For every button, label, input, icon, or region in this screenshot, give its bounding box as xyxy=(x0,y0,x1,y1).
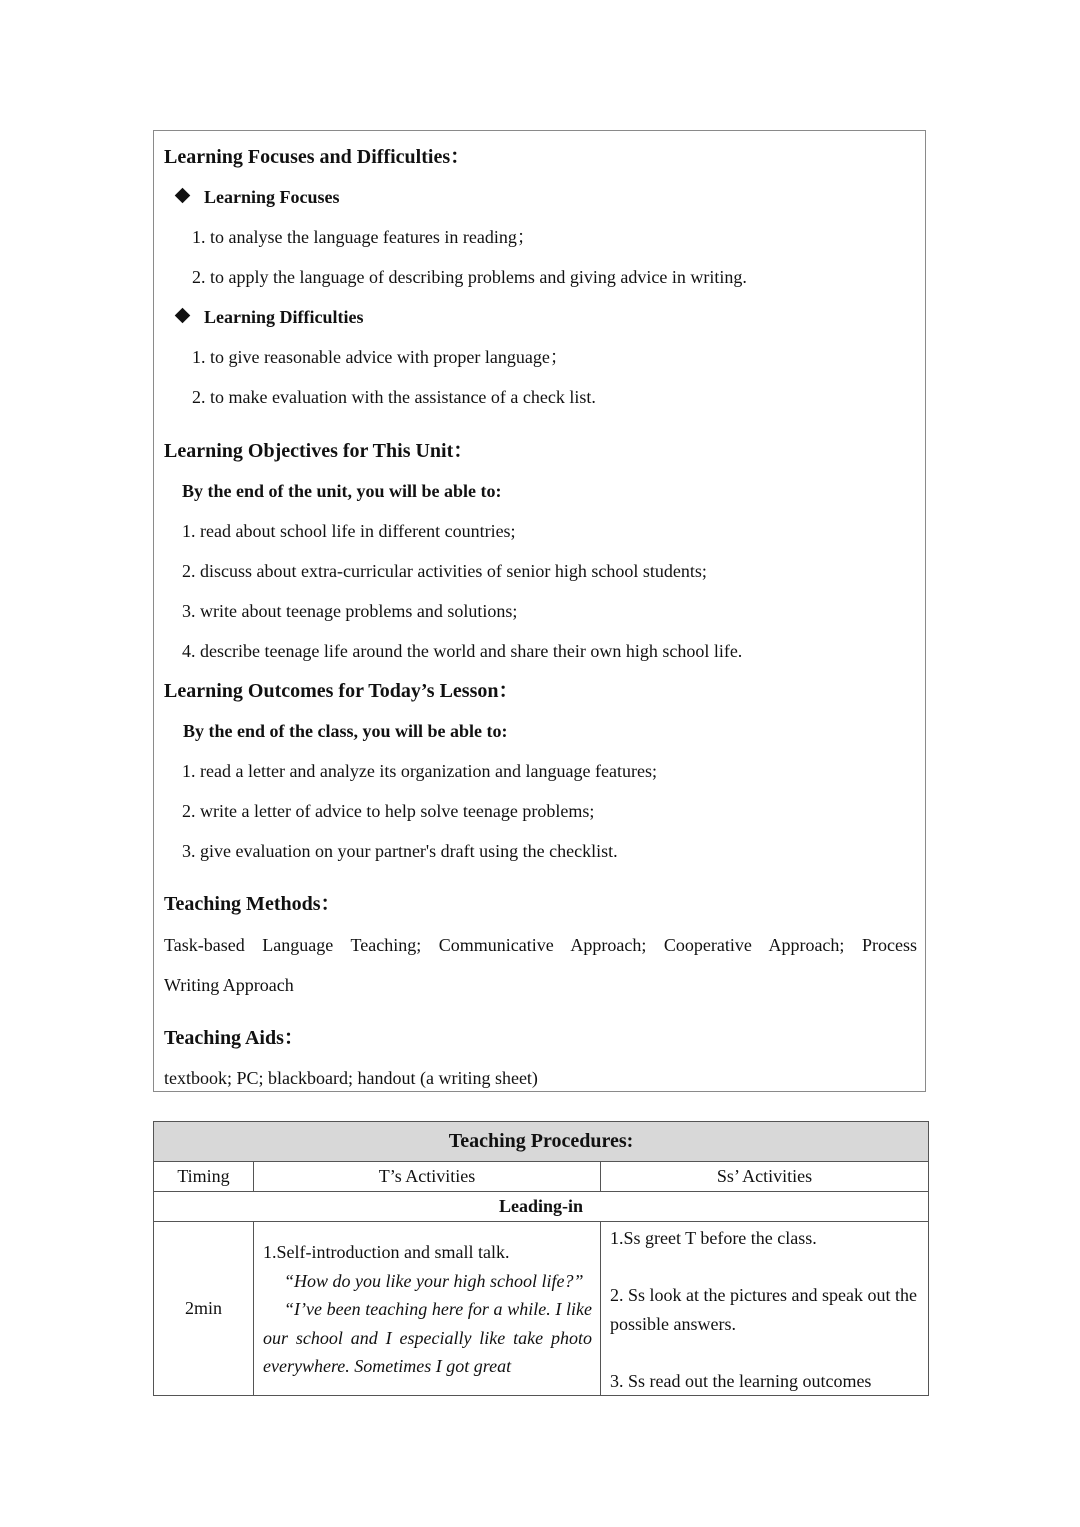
methods-heading: Teaching Methods： xyxy=(164,893,341,915)
timing-cell: 2min xyxy=(154,1222,254,1396)
objective-item: 1. read about school life in different countries; xyxy=(182,521,516,541)
ss-activity-item: 1.Ss greet T before the class. xyxy=(610,1228,817,1248)
procedures-title: Teaching Procedures: xyxy=(154,1122,929,1162)
focus-item: 2. to apply the language of describing problems and giving advice in writing. xyxy=(192,267,747,287)
objectives-intro: By the end of the unit, you will be able to: xyxy=(182,481,502,501)
ss-activities-cell xyxy=(601,1222,929,1396)
objective-item: 4. describe teenage life around the world and share their own high school life. xyxy=(182,641,743,661)
aids-text: textbook; PC; blackboard; handout (a writing sheet) xyxy=(164,1068,538,1088)
col-header-ss-activities: Ss’ Activities xyxy=(601,1162,929,1192)
difficulty-item: 2. to make evaluation with the assistance of a check list. xyxy=(192,387,596,407)
outcome-item: 1. read a letter and analyze its organization and language features; xyxy=(182,761,657,781)
teaching-procedures-table xyxy=(153,1121,929,1396)
col-header-t-activities: T’s Activities xyxy=(254,1162,601,1192)
diamond-bullet-icon xyxy=(175,188,191,204)
focuses-subheading: Learning Focuses xyxy=(177,185,340,209)
outcome-item: 3. give evaluation on your partner's draft using the checklist. xyxy=(182,841,618,861)
objectives-heading: Learning Objectives for This Unit： xyxy=(164,440,474,462)
t-activity-item: 1.Self-introduction and small talk. xyxy=(263,1242,510,1263)
difficulty-item: 1. to give reasonable advice with proper language； xyxy=(192,347,568,367)
methods-text-line2: Writing Approach xyxy=(164,975,294,995)
t-activities-cell xyxy=(254,1222,601,1396)
aids-heading: Teaching Aids： xyxy=(164,1027,304,1049)
stage-label: Leading-in xyxy=(154,1192,929,1222)
ss-activity-item: 2. Ss look at the pictures and speak out the possible answers. xyxy=(610,1285,917,1334)
outcomes-heading: Learning Outcomes for Today’s Lesson： xyxy=(164,680,519,702)
col-header-timing: Timing xyxy=(154,1162,254,1192)
objective-item: 2. discuss about extra-curricular activities of senior high school students; xyxy=(182,561,707,581)
methods-text-line1: Task-based Language Teaching; Communicative Approach; Cooperative Approach; Process xyxy=(164,935,917,955)
ss-activity-item: 3. Ss read out the learning outcomes xyxy=(610,1370,872,1391)
t-activity-quote: “How do you like your high school life?” xyxy=(284,1270,584,1291)
table-row xyxy=(154,1222,929,1396)
t-activity-quote: “I’ve been teaching here for a while. I like our school and I especially like take photo everywhere. Sometimes I got great xyxy=(263,1299,592,1377)
lesson-plan-box xyxy=(153,130,926,1092)
outcomes-intro: By the end of the class, you will be able to: xyxy=(183,721,508,741)
objective-item: 3. write about teenage problems and solutions; xyxy=(182,601,518,621)
difficulties-subheading: Learning Difficulties xyxy=(177,305,364,329)
diamond-bullet-icon xyxy=(175,308,191,324)
outcome-item: 2. write a letter of advice to help solve teenage problems; xyxy=(182,801,595,821)
focus-item: 1. to analyse the language features in reading； xyxy=(192,227,535,247)
focuses-heading: Learning Focuses and Difficulties： xyxy=(164,146,471,168)
